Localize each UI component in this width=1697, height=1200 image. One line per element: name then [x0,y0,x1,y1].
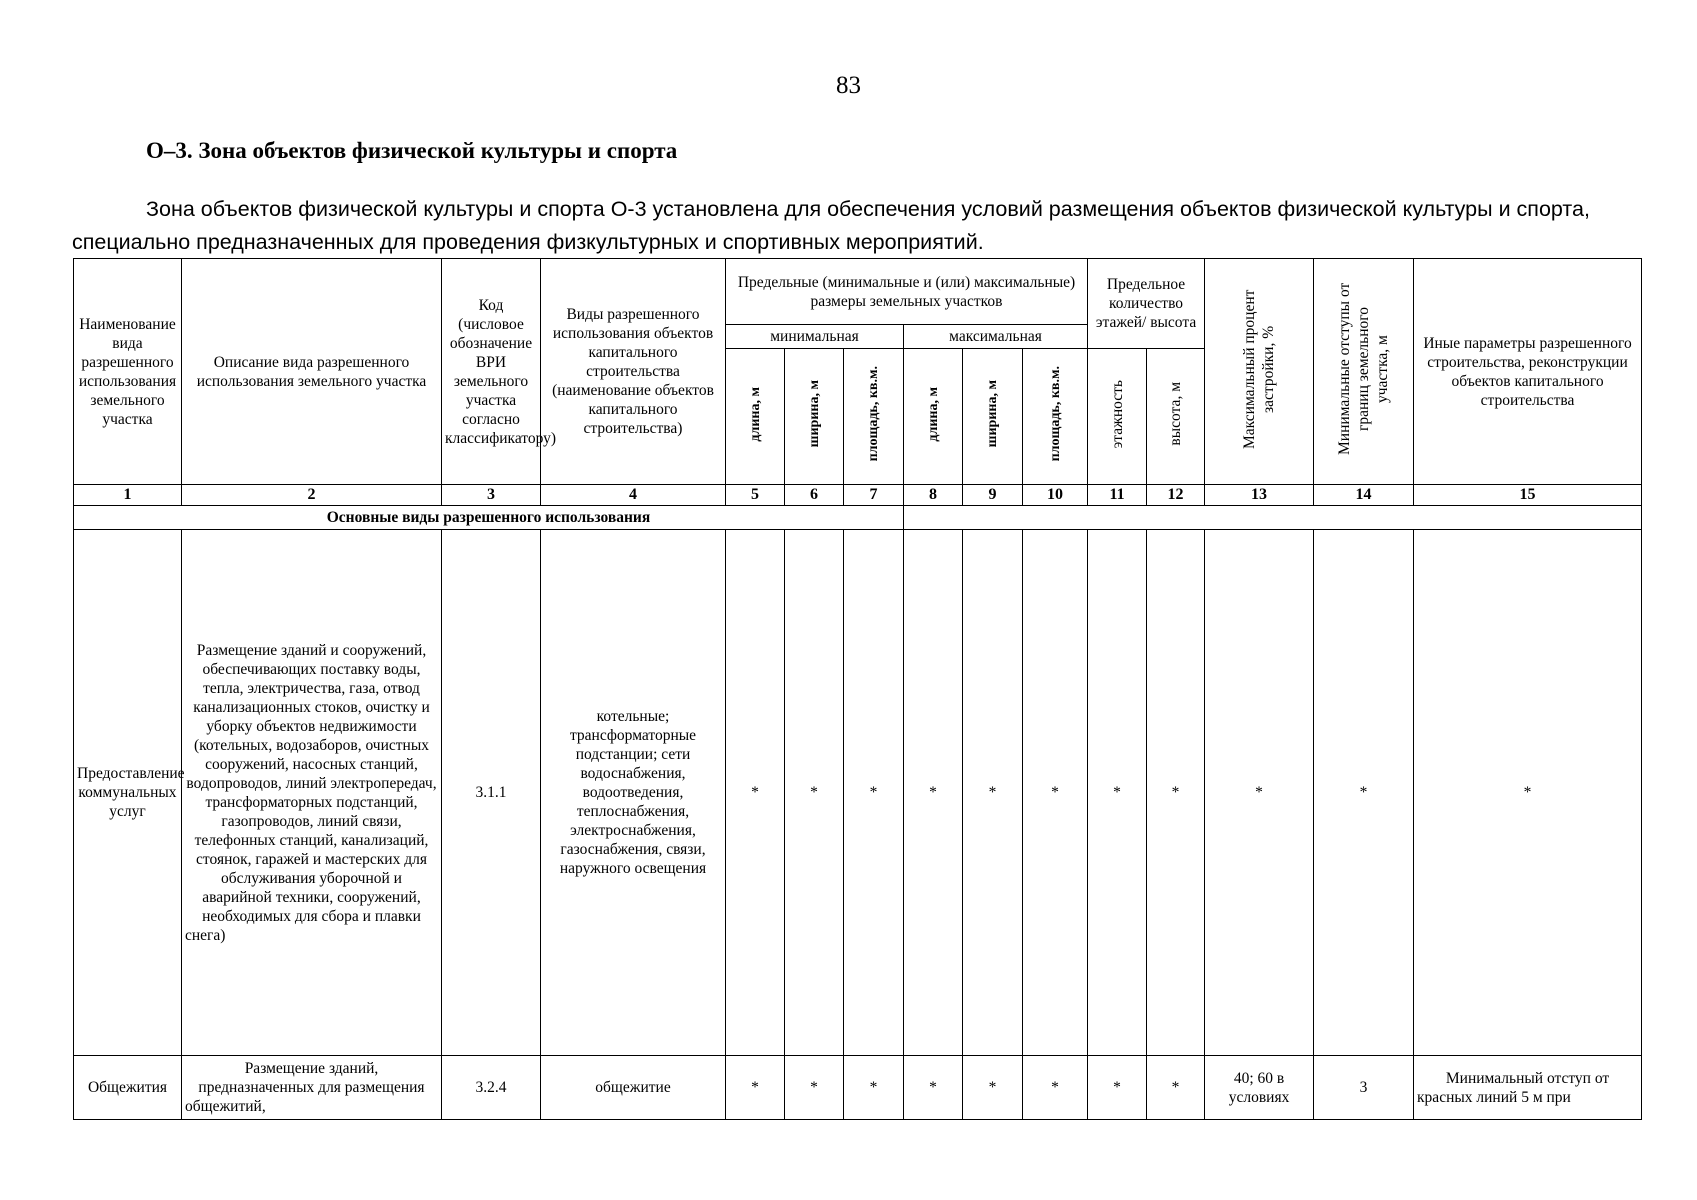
col-number: 11 [1088,485,1147,506]
section-title: Основные виды разрешенного использования [74,506,904,530]
row-code: 3.1.1 [442,530,541,1056]
row-description: Размещение зданий, предназначенных для размещения общежитий, [182,1056,442,1120]
col-number: 3 [442,485,541,506]
header-min-length: длина, м [726,349,785,485]
col-number: 8 [904,485,963,506]
row-max-length: * [904,530,963,1056]
section-heading: О–3. Зона объектов физической культуры и спорта [146,138,678,163]
section-row [74,506,1642,530]
header-height: высота, м [1147,349,1205,485]
row-height: * [1147,530,1205,1056]
row-min-area: * [844,530,904,1056]
row-height: * [1147,1056,1205,1120]
header-min-setbacks: Минимальные отступы от границ земельного участка, м [1314,259,1414,485]
col-number: 13 [1205,485,1314,506]
page-number: 83 [836,72,861,99]
header-other-params: Иные параметры разрешенного строительства, реконструкции объектов капитального строительства [1414,259,1642,485]
header-plot-sizes: Предельные (минимальные и (или) максимальные) размеры земельных участков [726,259,1088,325]
col-number: 12 [1147,485,1205,506]
intro-paragraph: Зона объектов физической культуры и спорта О-3 установлена для обеспечения условий размещения объектов физической культуры и спорта, специально предназначенных для проведения физкультурных и спортивных мероприятий. [72,197,1590,254]
row-max-coverage: 40; 60 в условиях [1205,1056,1314,1120]
table-row [74,1056,1642,1120]
header-row-1 [74,259,1642,325]
row-name: Общежития [74,1056,182,1120]
col-number: 15 [1414,485,1642,506]
header-max-length: длина, м [904,349,963,485]
header-name: Наименование вида разрешенного использования земельного участка [74,259,182,485]
header-max-coverage: Максимальный процент застройки, % [1205,259,1314,485]
row-objects: котельные; трансформаторные подстанции; сети водоснабжения, водоотведения, теплоснабжения, электроснабжения, газоснабжения, связи, наружного освещения [541,530,726,1056]
row-max-coverage: * [1205,530,1314,1056]
header-max-area: площадь, кв.м. [1023,349,1088,485]
section-empty [904,506,1642,530]
header-min-width: ширина, м [785,349,844,485]
row-min-setbacks: 3 [1314,1056,1414,1120]
header-min-area: площадь, кв.м. [844,349,904,485]
row-other-params: * [1414,530,1642,1056]
header-objects: Виды разрешенного использования объектов капитального строительства (наименование объектов капитального строительства) [541,259,726,485]
zone-regulations-table [73,258,1642,1120]
header-description: Описание вида разрешенного использования земельного участка [182,259,442,485]
row-min-width: * [785,530,844,1056]
col-number: 9 [963,485,1023,506]
col-number: 7 [844,485,904,506]
col-number: 6 [785,485,844,506]
col-number: 10 [1023,485,1088,506]
row-min-length: * [726,530,785,1056]
row-max-length: * [904,1056,963,1120]
row-other-params: Минимальный отступ от красных линий 5 м при [1414,1056,1642,1120]
row-max-width: * [963,1056,1023,1120]
header-max-width: ширина, м [963,349,1023,485]
table-row [74,530,1642,1056]
row-min-length: * [726,1056,785,1120]
row-max-width: * [963,530,1023,1056]
header-code: Код (числовое обозначение ВРИ земельного участка согласно классификатору) [442,259,541,485]
row-max-area: * [1023,530,1088,1056]
col-number: 5 [726,485,785,506]
row-min-area: * [844,1056,904,1120]
row-min-setbacks: * [1314,530,1414,1056]
row-objects: общежитие [541,1056,726,1120]
header-floors: этажность [1088,349,1147,485]
row-floors: * [1088,530,1147,1056]
header-minimal: минимальная [726,325,904,349]
row-description: Размещение зданий и сооружений, обеспечивающих поставку воды, тепла, электричества, газа, отвод канализационных стоков, очистку и уборку объектов недвижимости (котельных, водозаборов, очистных сооружений, насосных станций, водопроводов, линий электропередач, трансформаторных подстанций, газопроводов, линий связи, телефонных станций, канализаций, стоянок, гаражей и мастерских для обслуживания уборочной и аварийной техники, сооружений, необходимых для сбора и плавки снега) [182,530,442,1056]
col-number: 2 [182,485,442,506]
row-floors: * [1088,1056,1147,1120]
row-code: 3.2.4 [442,1056,541,1120]
row-name: Предоставление коммунальных услуг [74,530,182,1056]
col-number: 14 [1314,485,1414,506]
row-min-width: * [785,1056,844,1120]
header-floors-height: Предельное количество этажей/ высота [1088,259,1205,349]
row-max-area: * [1023,1056,1088,1120]
col-number: 4 [541,485,726,506]
col-number: 1 [74,485,182,506]
header-maximal: максимальная [904,325,1088,349]
column-numbers-row [74,485,1642,506]
